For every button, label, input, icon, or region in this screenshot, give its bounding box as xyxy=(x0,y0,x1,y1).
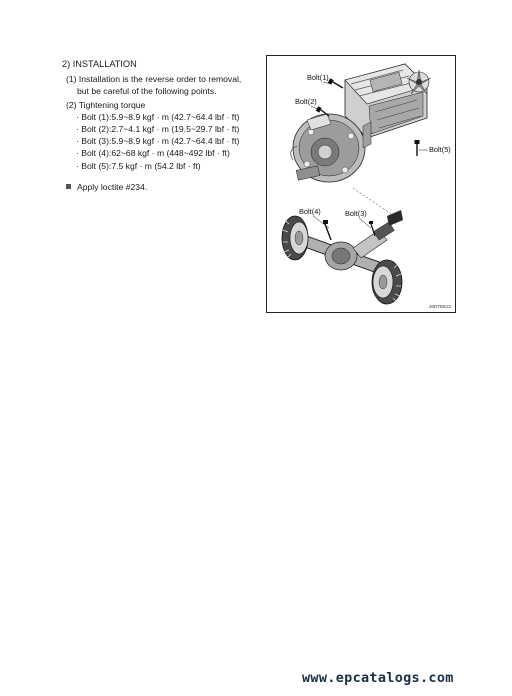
callout-bolt-1: Bolt(1) xyxy=(307,73,329,82)
callout-bolt-3: Bolt(3) xyxy=(345,209,367,218)
installation-section xyxy=(62,58,262,193)
figure-code: 20D7EE21 xyxy=(429,304,452,309)
torque-bolt-1: · Bolt (1):5.9~8.9 kgf · m (42.7~64.4 lbf · ft) xyxy=(76,111,240,122)
torque-bolt-3: · Bolt (3):5.9~8.9 kgf · m (42.7~64.4 lbf · ft) xyxy=(76,136,240,147)
step-1-line-1: (1) Installation is the reverse order to removal, xyxy=(66,74,242,85)
engine-axle-illustration xyxy=(267,56,455,312)
torque-bolt-5: · Bolt (5):7.5 kgf · m (54.2 lbf · ft) xyxy=(76,160,201,171)
torque-bolt-4: · Bolt (4):62~68 kgf · m (448~492 lbf · ft) xyxy=(76,148,230,159)
section-heading: 2) INSTALLATION xyxy=(62,59,137,69)
torque-bolt-2: · Bolt (2):2.7~4.1 kgf · m (19.5~29.7 lbf · ft) xyxy=(76,124,240,135)
square-bullet-icon xyxy=(66,184,71,189)
step-1-line-2: but be careful of the following points. xyxy=(77,86,217,97)
installation-figure xyxy=(266,55,456,313)
callout-bolt-4: Bolt(4) xyxy=(299,207,321,216)
callout-bolt-5: Bolt(5) xyxy=(429,145,451,154)
loctite-note xyxy=(62,181,262,193)
loctite-note-text: Apply loctite #234. xyxy=(77,181,148,192)
callout-bolt-2: Bolt(2) xyxy=(295,97,317,106)
drive-axle-assembly xyxy=(282,210,403,304)
step-2-tightening-torque: (2) Tightening torque xyxy=(66,99,146,110)
footer-url: www.epcatalogs.com xyxy=(302,670,454,686)
